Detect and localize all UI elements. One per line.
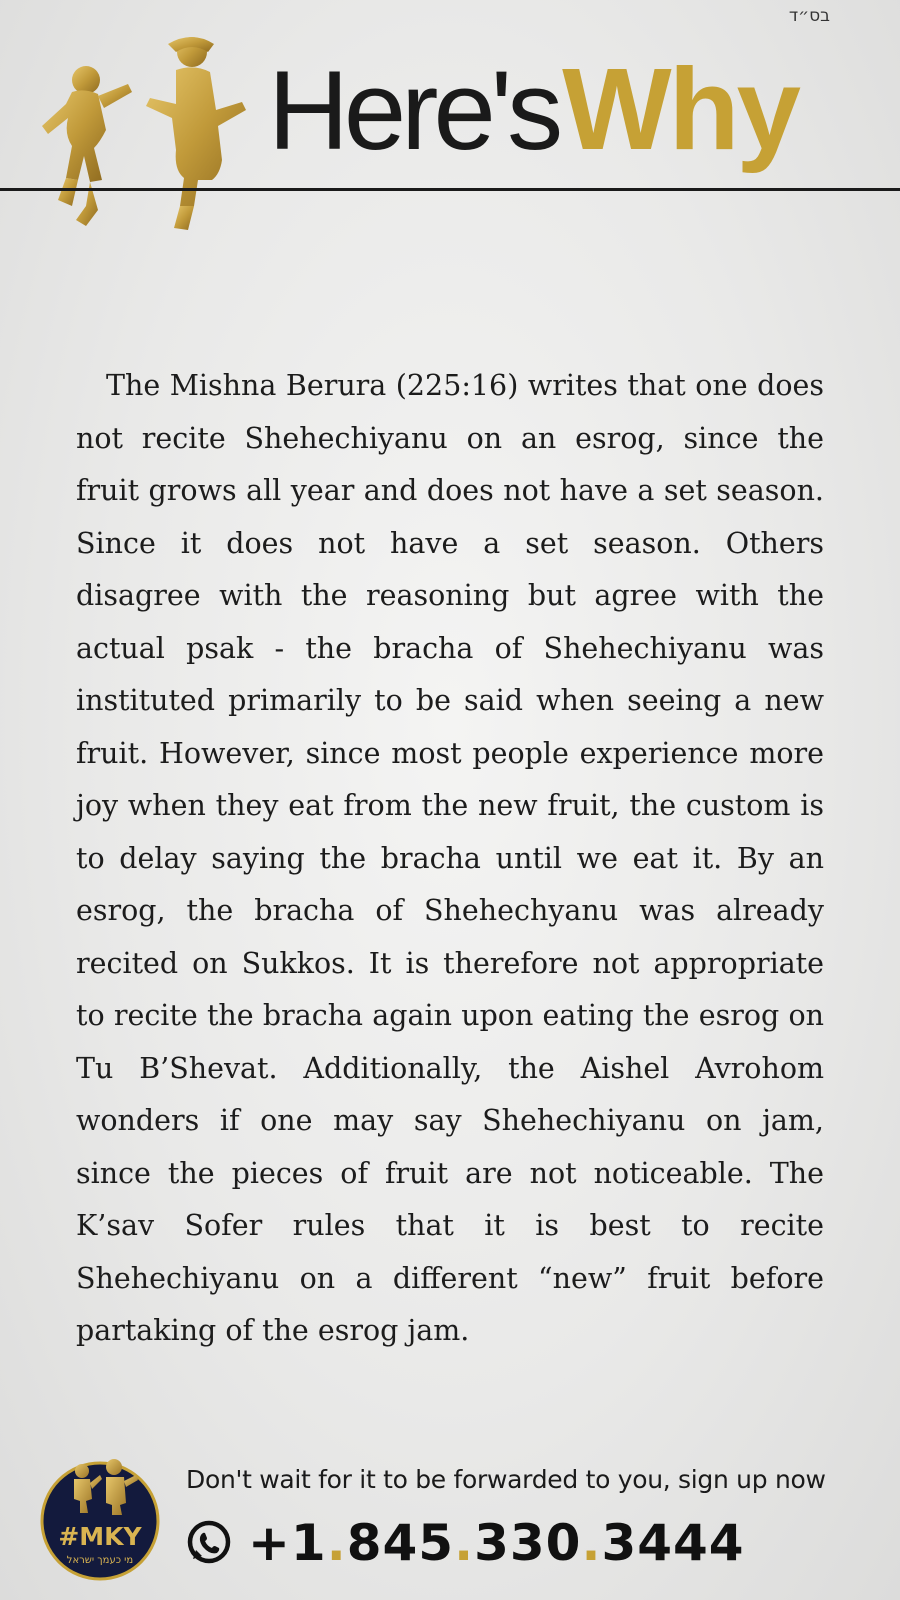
badge-hebrew: מי כעמך ישראל bbox=[66, 1555, 134, 1566]
dancing-children-logo bbox=[28, 30, 268, 240]
whatsapp-icon bbox=[184, 1518, 234, 1568]
mky-badge-logo bbox=[36, 1453, 164, 1581]
header-title bbox=[268, 42, 798, 176]
article-body: The Mishna Berura (225:16) writes that one does not recite Shehechiyanu on an esrog, since the fruit grows all year and does not have a set season. Since it does not have a set season. Others disagree with the reasoning but agree with the actual psak - the bracha of Shehechiyanu was instituted primarily to be said when seeing a new fruit. However, since most people experience more joy when they eat from the new fruit, the custom is to delay saying the bracha until we eat it. By an esrog, the bracha of Shehechyanu was already recited on Sukkos. It is therefore not appropriate to recite the bracha again upon eating the esrog on Tu B’Shevat. Additionally, the Aishel Avrohom wonders if one may say Shehechiyanu on jam, since the pieces of fruit are not noticeable. The K’sav Sofer rules that it is best to recite Shehechiyanu on a different “new” fruit before partaking of the esrog jam. bbox=[76, 369, 824, 1347]
phone-row[interactable] bbox=[184, 1513, 745, 1573]
title-heres: Here's bbox=[268, 48, 559, 173]
footer bbox=[0, 1445, 900, 1600]
signup-cta: Don't wait for it to be forwarded to you, sign up now bbox=[186, 1465, 826, 1494]
bsd-mark: בס״ד bbox=[788, 6, 830, 26]
header-divider bbox=[0, 188, 900, 191]
header bbox=[0, 0, 900, 240]
title-why: Why bbox=[562, 44, 798, 174]
phone-number: +1.845.330.3444 bbox=[248, 1514, 745, 1572]
badge-tag: #MKY bbox=[58, 1522, 142, 1551]
